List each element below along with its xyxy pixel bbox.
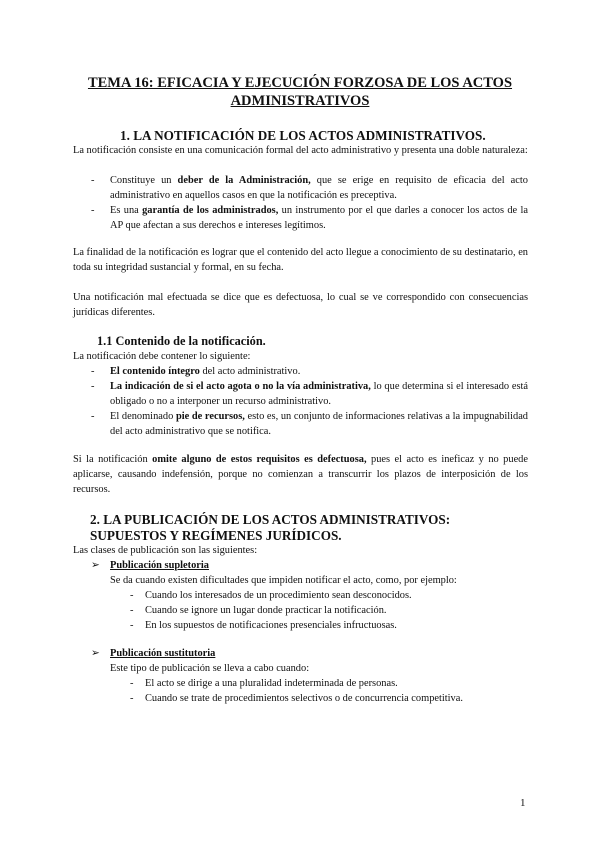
supletoria-item: Cuando los interesados de un procedimiento sean desconocidos. xyxy=(145,590,412,601)
arrow-bullet-icon: ➢ xyxy=(91,560,100,571)
section-2-intro: Las clases de publicación son las siguientes: xyxy=(73,545,258,556)
bullet-dash: - xyxy=(130,605,134,616)
bullet-dash: - xyxy=(91,366,95,377)
bullet-indicacion: La indicación de si el acto agota o no la vía administrativa, lo que determina si el interesado está obligado o no a interponer un recurso administrativo. xyxy=(110,381,529,407)
arrow-bullet-icon: ➢ xyxy=(91,648,100,659)
sustitutoria-item: Cuando se trate de procedimientos selectivos o de concurrencia competitiva. xyxy=(145,693,463,704)
bullet-pie-recursos: El denominado pie de recursos, esto es, un conjunto de informaciones relativas a la impugnabilidad del acto administrativo que se notifica. xyxy=(110,411,528,437)
bullet-dash: - xyxy=(91,411,95,422)
bullet-dash: - xyxy=(91,175,95,186)
supletoria-heading: Publicación supletoria xyxy=(110,560,210,571)
section-1-intro: La notificación consiste en una comunicación formal del acto administrativo y presenta una doble naturaleza: xyxy=(73,145,528,156)
sustitutoria-heading: Publicación sustitutoria xyxy=(110,648,216,659)
bullet-dash: - xyxy=(130,693,134,704)
supletoria-item: En los supuestos de notificaciones presenciales infructuosas. xyxy=(145,620,397,631)
page-number: 1 xyxy=(520,797,526,809)
bullet-dash: - xyxy=(130,590,134,601)
para-finalidad: La finalidad de la notificación es lograr que el contenido del acto llegue a conocimiento de su destinatario, en toda su integridad sustancial y formal, en su fecha. xyxy=(73,247,528,273)
supletoria-intro: Se da cuando existen dificultades que impiden notificar el acto, como, por ejemplo: xyxy=(110,575,457,586)
para-omite: Si la notificación omite alguno de estos requisitos es defectuosa, pues el acto es ineficaz y no puede aplicarse, causando indefensión, porque no comienzan a transcurrir los plazos de interposición de los recursos. xyxy=(73,454,528,495)
section-1-heading: 1. LA NOTIFICACIÓN DE LOS ACTOS ADMINISTRATIVOS. xyxy=(120,128,486,143)
supletoria-item: Cuando se ignore un lugar donde practicar la notificación. xyxy=(145,605,387,616)
sustitutoria-intro: Este tipo de publicación se lleva a cabo cuando: xyxy=(110,663,310,674)
bullet-dash: - xyxy=(91,205,95,216)
section-1-1-intro: La notificación debe contener lo siguiente: xyxy=(73,351,251,362)
sustitutoria-item: El acto se dirige a una pluralidad indeterminada de personas. xyxy=(145,678,398,689)
document-title: TEMA 16: EFICACIA Y EJECUCIÓN FORZOSA DE LOS ACTOS ADMINISTRATIVOS xyxy=(87,75,513,109)
bullet-dash: - xyxy=(130,678,134,689)
bullet-garantia: Es una garantía de los administrados, un instrumento por el que darles a conocer los actos de la AP que afectan a sus derechos e intereses legítimos. xyxy=(110,205,529,231)
bullet-contenido: El contenido íntegro del acto administrativo. xyxy=(110,366,301,377)
bullet-dash: - xyxy=(91,381,95,392)
section-1-1-heading: 1.1 Contenido de la notificación. xyxy=(97,334,266,348)
section-2-heading: 2. LA PUBLICACIÓN DE LOS ACTOS ADMINISTRATIVOS: SUPUESTOS Y REGÍMENES JURÍDICOS. xyxy=(90,512,451,543)
para-defectuosa: Una notificación mal efectuada se dice que es defectuosa, lo cual se ve correspondido con consecuencias jurídicas diferentes. xyxy=(73,292,528,318)
bullet-deber: Constituye un deber de la Administración, que se erige en requisito de eficacia del acto administrativo en aquellos casos en que la notificación es preceptiva. xyxy=(110,175,528,201)
bullet-dash: - xyxy=(130,620,134,631)
